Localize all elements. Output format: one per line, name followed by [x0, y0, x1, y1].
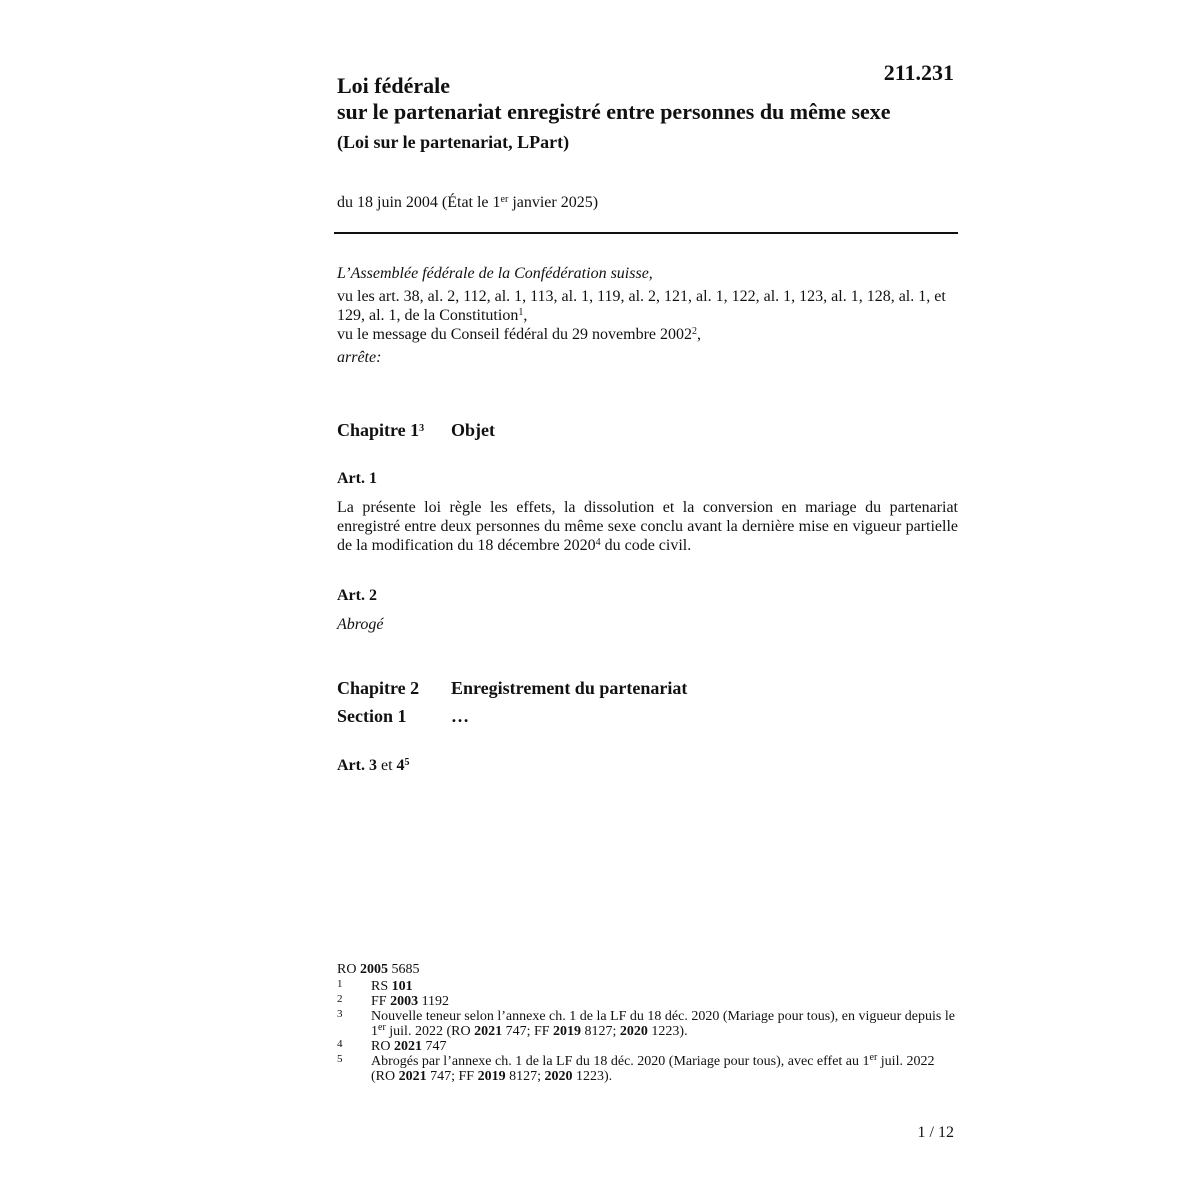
article-1-text: La présente loi règle les effets, la dissolution et la conversion en mariage du partenariat enregistré entre deux personnes du même sexe conclu avant la dernière mise en vigueur partielle de la modification du 18 décembre 2020$^4$ du code civil.	[337, 499, 958, 554]
footnote-2: 2 FF 2003 1192	[337, 993, 450, 1009]
title-block	[337, 73, 891, 155]
page-number: 1 / 12	[917, 1124, 954, 1141]
footnote-source: RO 2005 5685	[337, 962, 420, 977]
chapter-2-heading: Chapitre 2 Enregistrement du partenariat	[337, 678, 688, 698]
footnote-ref-2[interactable]: 2	[692, 326, 698, 337]
footnote-ref-4[interactable]: 4	[595, 537, 601, 548]
preamble	[337, 264, 958, 367]
preamble-assembly: L’Assemblée fédérale de la Confédération suisse,	[337, 265, 653, 282]
footnote-1: 1 RS 101	[337, 978, 413, 994]
section-1-heading: Section 1 …	[337, 706, 469, 726]
footnote-5: 5 Abrogés par l’annexe ch. 1 de la LF du 18 déc. 2020 (Mariage pour tous), avec effet au 1er juil. 2022 (RO 2021 747; FF 2019 8127; 2020 1223).	[337, 1052, 935, 1084]
preamble-arrete: arrête:	[337, 349, 382, 366]
law-title-line-2: sur le partenariat enregistré entre personnes du même sexe	[337, 99, 891, 124]
article-2-text: Abrogé	[337, 616, 384, 633]
footnote-ref-1[interactable]: 1	[518, 307, 524, 318]
article-1-heading: Art. 1	[337, 470, 377, 487]
footnote-ref-5[interactable]: 5	[404, 757, 410, 768]
document-page	[337, 0, 958, 1200]
footnote-4: 4 RO 2021 747	[337, 1038, 447, 1054]
law-title-line-1: Loi fédérale	[337, 73, 451, 98]
footnotes	[337, 962, 958, 1084]
date-line: du 18 juin 2004 (État le 1er janvier 2025)	[337, 194, 599, 211]
preamble-vu-message: vu le message du Conseil fédéral du 29 novembre 2002$^2$,	[337, 326, 702, 343]
preamble-vu-constitution: vu les art. 38, al. 2, 112, al. 1, 113, al. 1, 119, al. 2, 121, al. 1, 122, al. 1, 123, al. 1, 128, al. 1, et 129, al. 1, de la Constitution$^1$,	[337, 288, 946, 324]
law-short-title: (Loi sur le partenariat, LPart)	[337, 132, 570, 152]
footnote-ref-3[interactable]: 3	[419, 423, 425, 434]
footnote-3: 3 Nouvelle teneur selon l’annexe ch. 1 de la LF du 18 déc. 2020 (Mariage pour tous), en vigueur depuis le 1er juil. 2022 (RO 2021 747; FF 2019 8127; 2020 1223).	[337, 1008, 955, 1039]
chapter-1-heading: Chapitre $1^3$ Objet	[337, 420, 495, 440]
article-3-4-heading: Art. 3 et $4^5$	[337, 757, 410, 774]
sr-number: 211.231	[883, 60, 954, 85]
article-2-heading: Art. 2	[337, 587, 377, 604]
header-divider	[334, 232, 958, 234]
